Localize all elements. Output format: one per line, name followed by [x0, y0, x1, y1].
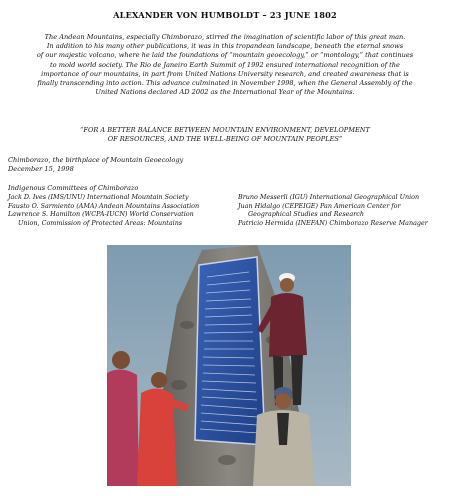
signatory: Lawrence S. Hamilton (WCPA-IUCN) World Conservation	[8, 210, 194, 219]
quote-line: “FOR A BETTER BALANCE BETWEEN MOUNTAIN ENVIRONMENT, DEVELOPMENT	[80, 126, 370, 134]
place-line: Chimborazo, the birthplace of Mountain Geoecology	[8, 156, 184, 164]
signatory-continued: Union, Commission of Protected Areas: Mountains	[18, 218, 183, 227]
signatory: Juan Hidalgo (CEPEIGE) Pan American Center for	[238, 201, 401, 210]
intro-paragraph	[14, 33, 436, 97]
motto-quote	[20, 126, 430, 144]
signatories-right	[238, 193, 448, 227]
monument-photo-drawing	[107, 245, 351, 486]
intro-line: to mold world society. The Rio de Janeiro Earth Summit of 1992 ensured international recognition of the	[50, 60, 400, 69]
document-title: ALEXANDER VON HUMBOLDT – 23 JUNE 1802	[113, 10, 337, 20]
signatory: Bruno Messerli (IGU) International Geographical Union	[238, 193, 420, 201]
intro-line: finally transcending into action. This advance culminated in November 1998, when the General Assembly of the	[37, 79, 413, 88]
monument-photo	[107, 245, 351, 486]
intro-line: In addition to his many other publications, it was in this tropandean landscape, beneath the eternal snows	[46, 42, 404, 51]
signatories-heading: Indigenous Committees of Chimborazo	[8, 184, 139, 192]
signatory: Patricio Hermida (INEFAN) Chimborazo Reserve Manager	[238, 218, 428, 227]
signatory: Fausto O. Sarmiento (AMA) Andean Mountains Association	[8, 201, 200, 210]
signatory: Jack D. Ives (IMS/UNU) International Mountain Society	[8, 193, 189, 201]
intro-line: of our majestic volcano, where he laid the foundations of “mountain geoecology,” or “montology,” that continues	[36, 51, 414, 60]
intro-line: United Nations declared AD 2002 as the International Year of the Mountains.	[95, 88, 355, 97]
intro-line: The Andean Mountains, especially Chimborazo, stirred the imagination of scientific labor of this great man.	[44, 33, 406, 41]
place-and-date	[8, 156, 183, 174]
signatories-left	[8, 193, 228, 227]
intro-line: importance of our mountains, in part from United Nations University research, and created awareness that is	[41, 69, 409, 78]
quote-line: OF RESOURCES, AND THE WELL-BEING OF MOUNTAIN PEOPLES”	[107, 135, 343, 143]
signatory-continued: Geographical Studies and Research	[248, 210, 364, 219]
date-line: December 15, 1998	[8, 165, 74, 173]
